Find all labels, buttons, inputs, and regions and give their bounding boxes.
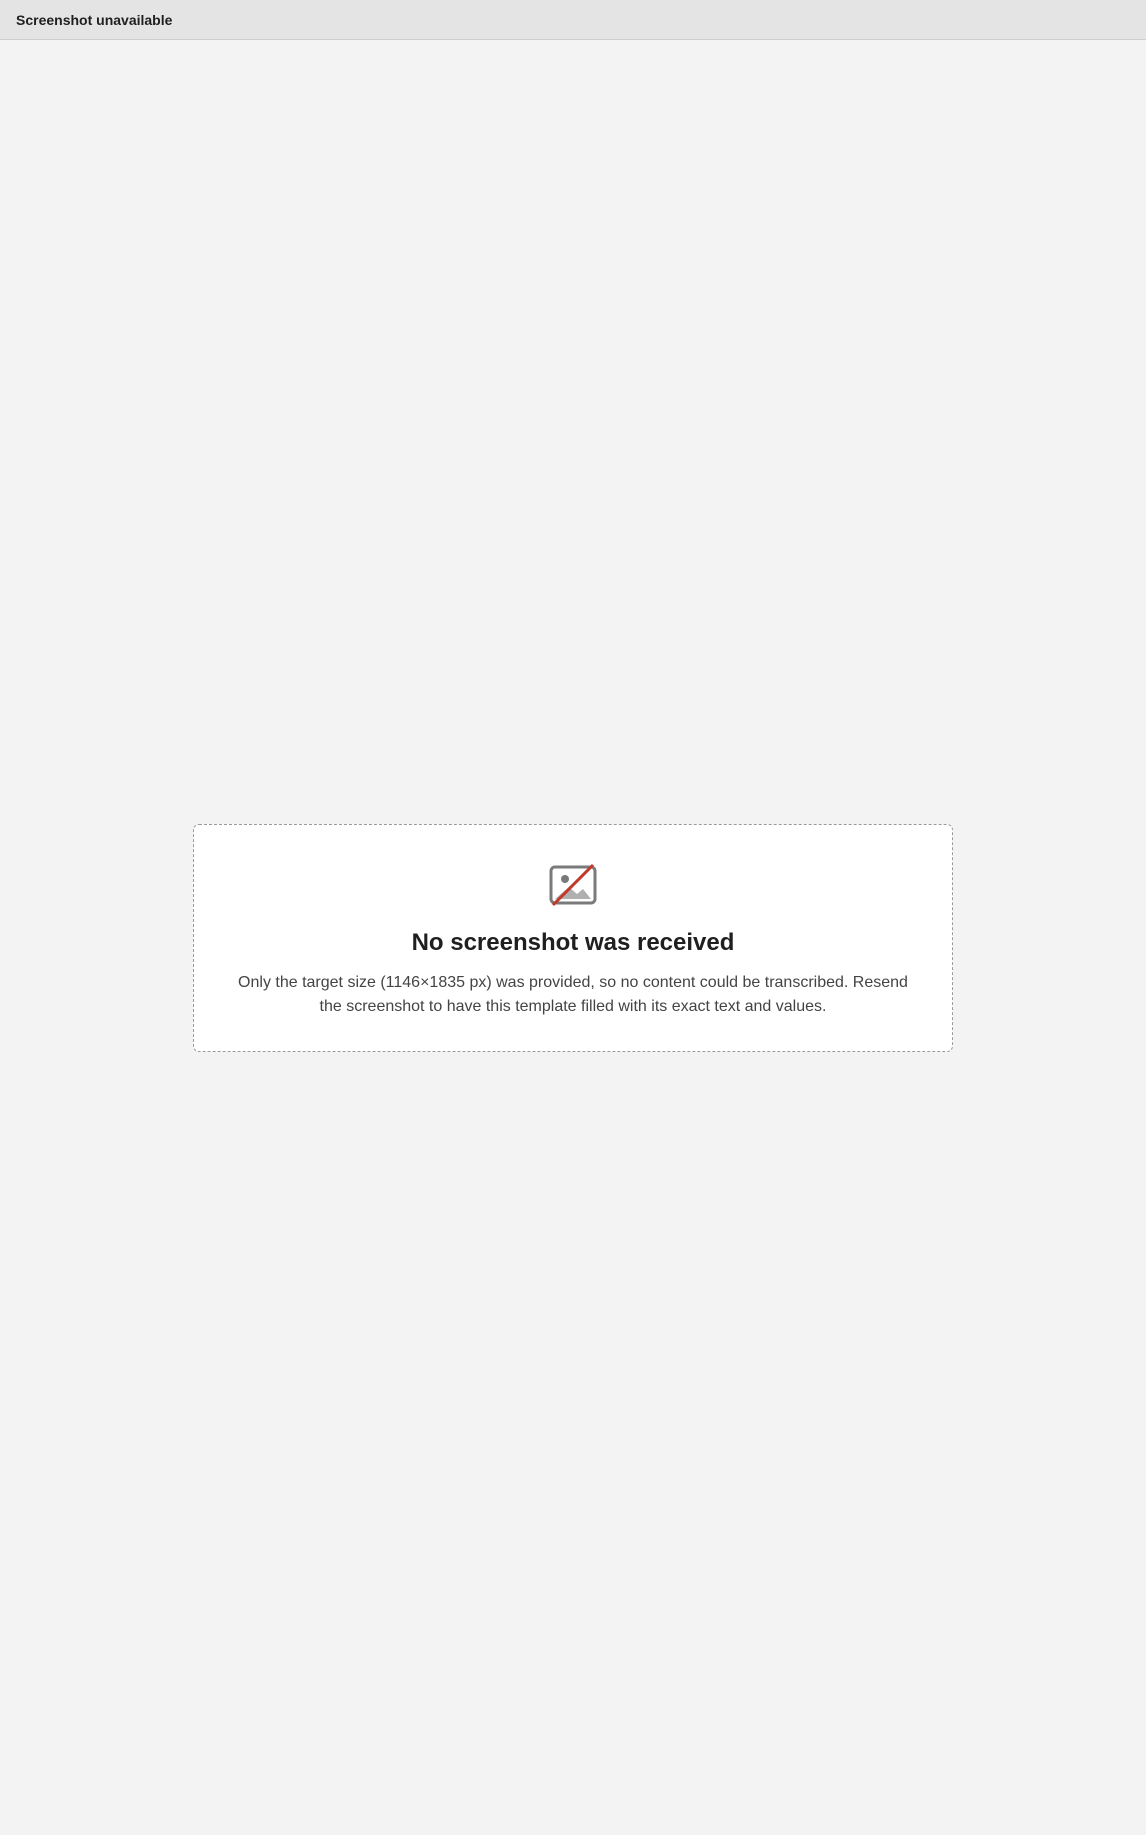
title-bar bbox=[0, 0, 1146, 40]
content-area bbox=[0, 40, 1146, 1835]
window-title: Screenshot unavailable bbox=[16, 11, 173, 28]
notice-heading: No screenshot was received bbox=[411, 928, 735, 956]
image-missing-icon bbox=[545, 857, 601, 913]
missing-screenshot-notice bbox=[193, 824, 953, 1052]
notice-text: Only the target size (1146×1835 px) was provided, so no content could be transcribed. Resend the screenshot to have this template filled with its exact text and values. bbox=[238, 973, 908, 1015]
